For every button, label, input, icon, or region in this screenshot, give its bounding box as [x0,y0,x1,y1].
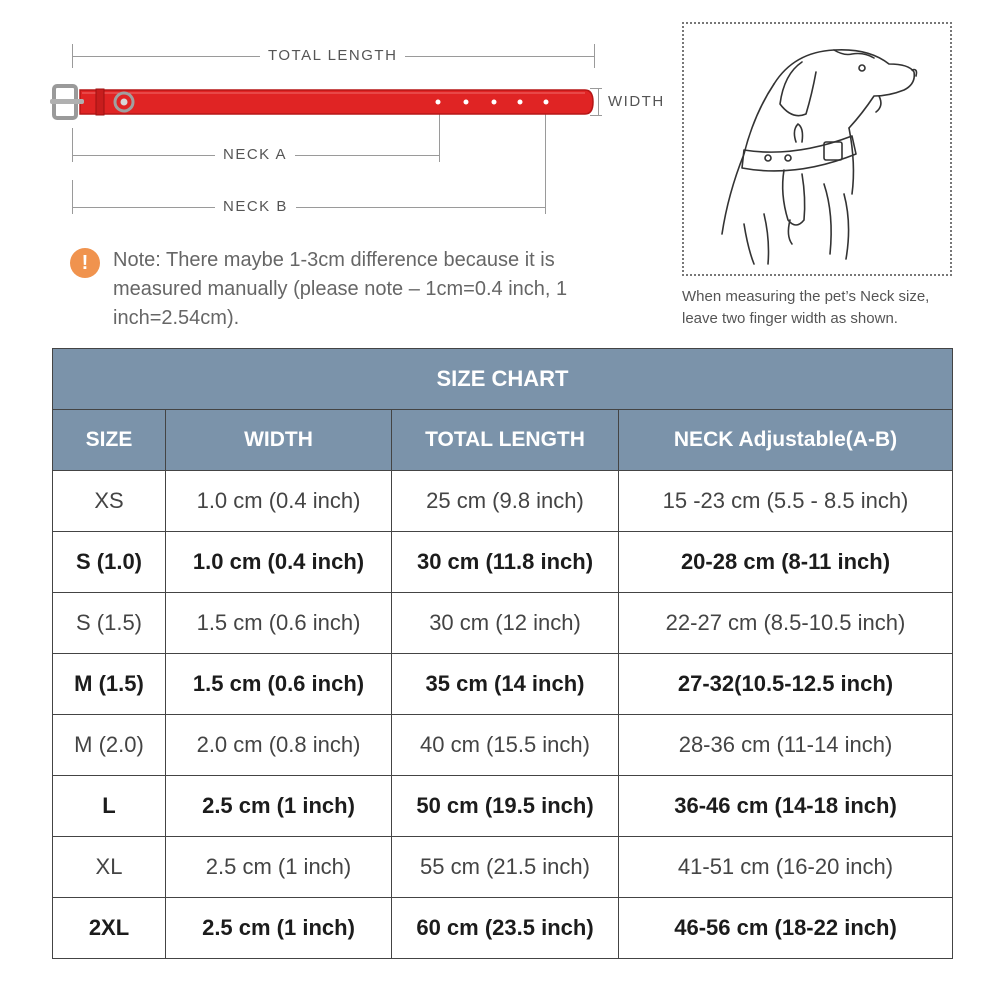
size-chart-title: SIZE CHART [53,349,953,410]
cell-size: L [53,776,166,837]
header-total-length: TOTAL LENGTH [392,410,619,471]
cell-total-length: 55 cm (21.5 inch) [392,837,619,898]
header-neck: NECK Adjustable(A-B) [619,410,953,471]
cell-neck: 22-27 cm (8.5-10.5 inch) [619,593,953,654]
size-chart-table [52,348,953,959]
cell-total-length: 35 cm (14 inch) [392,654,619,715]
cell-width: 1.5 cm (0.6 inch) [166,654,392,715]
cell-total-length: 40 cm (15.5 inch) [392,715,619,776]
cell-width: 1.0 cm (0.4 inch) [166,471,392,532]
cell-width: 2.5 cm (1 inch) [166,837,392,898]
neck-a-tick-left [72,128,73,162]
size-chart-title-row [53,349,953,410]
red-collar-icon [40,80,600,128]
cell-size: S (1.0) [53,532,166,593]
cell-neck: 36-46 cm (14-18 inch) [619,776,953,837]
dog-caption-line2: leave two finger width as shown. [682,310,898,327]
cell-size: XL [53,837,166,898]
cell-size: M (2.0) [53,715,166,776]
cell-total-length: 60 cm (23.5 inch) [392,898,619,959]
cell-neck: 15 -23 cm (5.5 - 8.5 inch) [619,471,953,532]
cell-size: M (1.5) [53,654,166,715]
table-row [53,471,953,532]
neck-b-line [72,207,545,208]
cell-total-length: 25 cm (9.8 inch) [392,471,619,532]
cell-neck: 46-56 cm (18-22 inch) [619,898,953,959]
neck-b-tick-left [72,180,73,214]
table-row [53,593,953,654]
cell-total-length: 50 cm (19.5 inch) [392,776,619,837]
cell-size: XS [53,471,166,532]
cell-width: 2.5 cm (1 inch) [166,898,392,959]
cell-neck: 41-51 cm (16-20 inch) [619,837,953,898]
neck-a-label: NECK A [215,146,295,164]
width-label: WIDTH [600,93,673,111]
table-row [53,532,953,593]
neck-b-label: NECK B [215,198,296,216]
header-size: SIZE [53,410,166,471]
size-chart-header-row [53,410,953,471]
table-row [53,715,953,776]
cell-size: 2XL [53,898,166,959]
total-length-label: TOTAL LENGTH [260,47,405,65]
cell-size: S (1.5) [53,593,166,654]
cell-total-length: 30 cm (12 inch) [392,593,619,654]
table-row [53,654,953,715]
cell-width: 1.5 cm (0.6 inch) [166,593,392,654]
dog-caption [682,286,972,330]
cell-width: 2.5 cm (1 inch) [166,776,392,837]
cell-neck: 27-32(10.5-12.5 inch) [619,654,953,715]
header-width: WIDTH [166,410,392,471]
cell-neck: 28-36 cm (11-14 inch) [619,715,953,776]
table-row [53,898,953,959]
cell-neck: 20-28 cm (8-11 inch) [619,532,953,593]
total-length-tick-right [594,44,595,68]
cell-width: 1.0 cm (0.4 inch) [166,532,392,593]
cell-total-length: 30 cm (11.8 inch) [392,532,619,593]
table-row [53,837,953,898]
cell-width: 2.0 cm (0.8 inch) [166,715,392,776]
dog-caption-line1: When measuring the pet’s Neck size, [682,288,930,305]
table-row [53,776,953,837]
measurement-note: Note: There maybe 1-3cm difference because it is measured manually (please note – 1cm=0.4 inch, 1 inch=2.54cm). [113,249,568,329]
exclamation-icon: ! [70,248,100,278]
dog-illustration-frame [682,22,952,276]
dog-collar-measure-icon [684,24,950,274]
